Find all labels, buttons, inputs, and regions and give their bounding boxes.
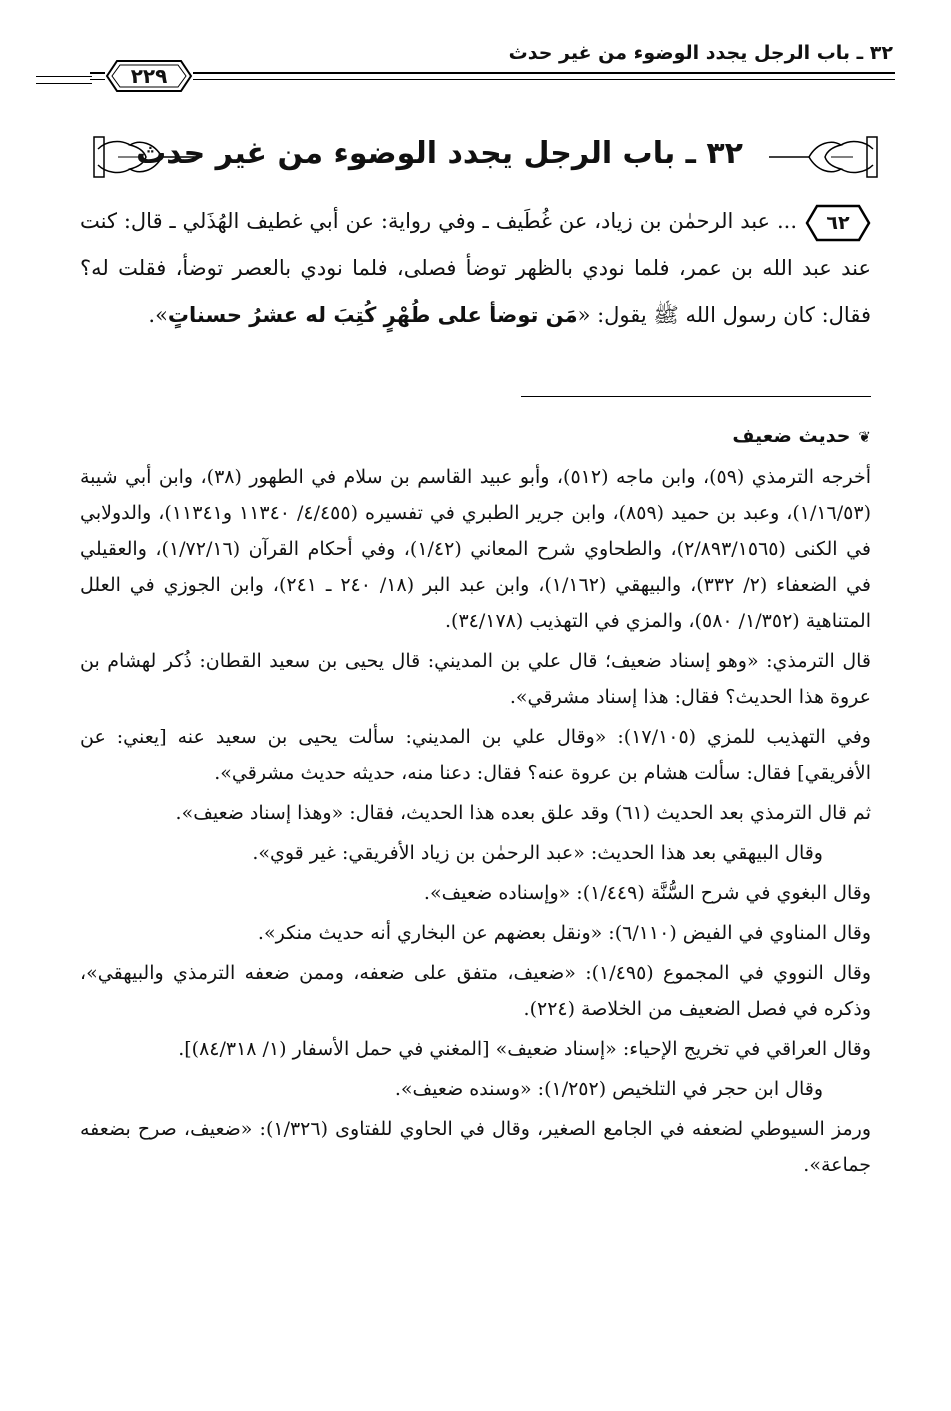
commentary-paragraph: وقال ابن حجر في التلخيص (١/٢٥٢): «وسنده ضعيف». xyxy=(394,1078,823,1100)
page-number: ٢٢٩ xyxy=(105,58,193,94)
commentary xyxy=(80,418,871,1187)
commentary-paragraph: وقال العراقي في تخريج الإحياء: «إسناد ضعيف» [المغني في حمل الأسفار (١/ ٨٤/٣١٨)]. xyxy=(178,1038,871,1060)
hadith-quote: مَن توضأ على طُهْرٍ كُتِبَ له عشرُ حسناتٍ xyxy=(167,303,578,327)
running-header: ٣٢ ـ باب الرجل يجدد الوضوء من غير حدث xyxy=(508,42,893,64)
hadith-body: ... عبد الرحمٰن بن زياد، عن غُطَيف ـ وفي رواية: عن أبي غطيف الهُذَلي ـ قال: كنت عند عبد الله بن عمر، فلما نودي بالظهر توضأ فصلى، فلما نودي بالعصر توضأ، فقلت له؟ فقال: كان رسول الله ﷺ يقول: « xyxy=(80,209,871,327)
commentary-paragraph: وفي التهذيب للمزي (١٧/١٠٥): «وقال علي بن المديني: سألت يحيى بن سعيد عنه [يعني: عن الأفريقي] فقال: سألت هشام بن عروة عنه؟ فقال: دعنا منه، حديثه حديث مشرقي». xyxy=(80,726,871,784)
header-rule-tail xyxy=(36,76,92,84)
hadith-grade: ❦حديث ضعيف xyxy=(80,418,871,455)
commentary-paragraph: قال الترمذي: «وهو إسناد ضعيف؛ قال علي بن المديني: قال يحيى بن سعيد القطان: ذُكر لهشام بن عروة هذا الحديث؟ فقال: هذا إسناد مشرقي». xyxy=(80,650,871,708)
commentary-paragraph: وقال المناوي في الفيض (٦/١١٠): «ونقل بعضهم عن البخاري أنه حديث منكر». xyxy=(257,922,871,944)
footnote-divider xyxy=(521,396,871,397)
title-ornament-right-icon xyxy=(769,133,879,181)
chapter-title: ٣٢ ـ باب الرجل يجدد الوضوء من غير حدث xyxy=(136,136,743,171)
hadith-number-badge: ٦٢ xyxy=(805,204,871,242)
hadith-end: ». xyxy=(148,303,168,327)
commentary-paragraph: وقال البغوي في شرح السُّنَّة (١/٤٤٩): «وإسناده ضعيف». xyxy=(423,882,871,904)
commentary-paragraph: ثم قال الترمذي بعد الحديث (٦١) وقد علق بعده هذا الحديث، فقال: «وهذا إسناد ضعيف». xyxy=(175,802,871,824)
hadith-text xyxy=(80,198,871,339)
commentary-paragraph: أخرجه الترمذي (٥٩)، وابن ماجه (٥١٢)، وأبو عبيد القاسم بن سلام في الطهور (٣٨)، وابن أبي شيبة (١/١٦/٥٣)، وعبد بن حميد (٨٥٩)، وابن جرير الطبري في تفسيره (٤/٤٥٥/ ١١٣٤٠ و١١٣٤١)، والدولابي في الكنى (٢/٨٩٣/١٥٦٥)، والطحاوي شرح المعاني (١/٤٢)، وفي أحكام القرآن (١/٧٢/١٦)، والعقيلي في الضعفاء (٢/ ٣٣٢)، والبيهقي (١/١٦٢)، وابن عبد البر (١٨/ ٢٤٠ ـ ٢٤١)، وابن الجوزي في العلل المتناهية (١/٣٥٢/ ٥٨٠)، والمزي في التهذيب (٣٤/١٧٨). xyxy=(80,466,871,632)
hadith-grade-icon: ❦ xyxy=(858,428,871,446)
header-rule xyxy=(90,72,895,80)
commentary-paragraph: ورمز السيوطي لضعفه في الجامع الصغير، وقال في الحاوي للفتاوى (١/٣٢٦): «ضعيف، صرح بضعفه جماعة». xyxy=(80,1118,871,1176)
commentary-paragraph: وقال البيهقي بعد هذا الحديث: «عبد الرحمٰن بن زياد الأفريقي: غير قوي». xyxy=(252,842,823,864)
commentary-paragraph: وقال النووي في المجموع (١/٤٩٥): «ضعيف، متفق على ضعفه، وممن ضعفه الترمذي والبيهقي»، وذكره في فصل الضعيف من الخلاصة (٢٢٤). xyxy=(80,962,871,1020)
